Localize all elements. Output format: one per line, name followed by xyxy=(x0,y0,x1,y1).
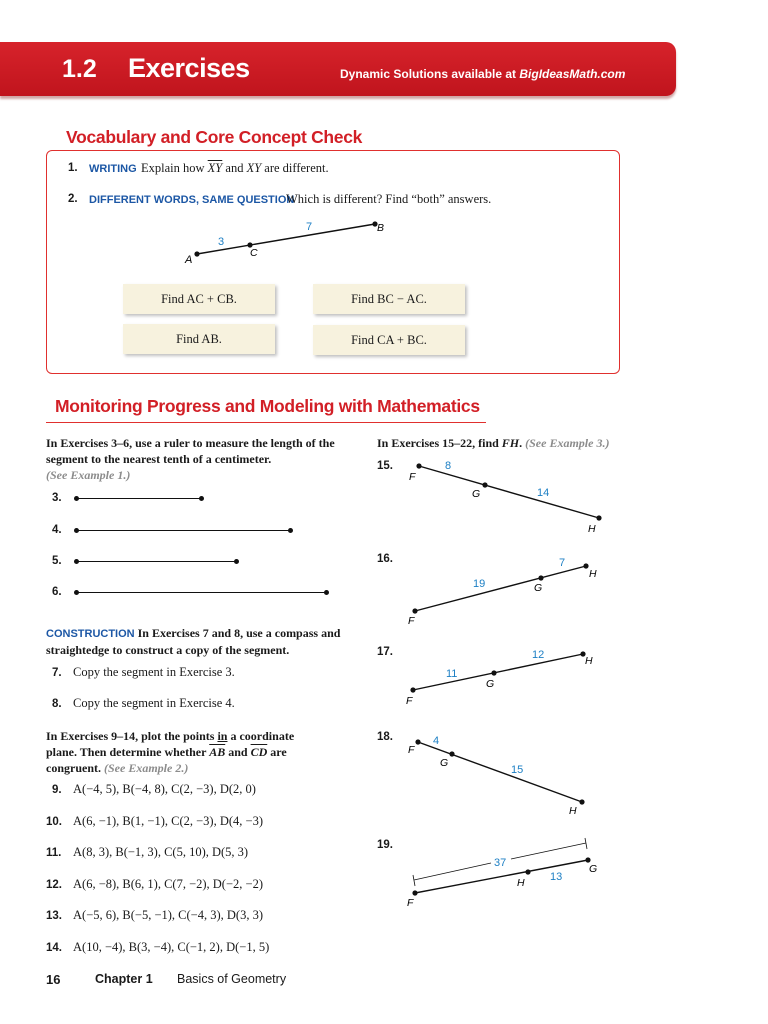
q2-keyword: DIFFERENT WORDS, SAME QUESTION xyxy=(89,194,295,206)
card-ac-plus-cb: Find AC + CB. xyxy=(123,284,275,314)
svg-text:15: 15 xyxy=(511,764,524,776)
svg-text:7: 7 xyxy=(559,557,566,569)
svg-text:H: H xyxy=(569,805,577,817)
dynamic-solutions-prefix: Dynamic Solutions available at xyxy=(340,67,520,81)
ex8-text: Copy the segment in Exercise 4. xyxy=(73,696,235,710)
ex10-points: A(6, −1), B(1, −1), C(2, −3), D(4, −3) xyxy=(73,814,263,828)
see-example-2[interactable]: (See Example 2.) xyxy=(104,761,189,775)
ex6-segment xyxy=(76,592,327,593)
measure-ac: 3 xyxy=(218,236,225,248)
ex9-points: A(−4, 5), B(−4, 8), C(2, −3), D(2, 0) xyxy=(73,782,256,796)
ex5-endpoint xyxy=(74,559,79,564)
ex10-number: 10. xyxy=(46,816,62,828)
svg-text:14: 14 xyxy=(537,487,550,499)
svg-text:8: 8 xyxy=(445,460,452,472)
ex11-points: A(8, 3), B(−1, 3), C(5, 10), D(5, 3) xyxy=(73,845,249,859)
ex17-diagram xyxy=(406,649,593,707)
ex17-number: 17. xyxy=(377,646,393,658)
see-example-1[interactable]: (See Example 1.) xyxy=(46,468,131,482)
ex7-text: Copy the segment in Exercise 3. xyxy=(73,665,235,679)
measure-cb: 7 xyxy=(306,221,313,233)
ex12-points: A(6, −8), B(6, 1), C(7, −2), D(−2, −2) xyxy=(73,877,263,891)
ex3-endpoint xyxy=(74,496,79,501)
ex18-number: 18. xyxy=(377,731,393,743)
section-number: 1.2 xyxy=(62,55,97,83)
see-example-3[interactable]: (See Example 3.) xyxy=(525,436,610,450)
ex13-number: 13. xyxy=(46,910,62,922)
ex15-number: 15. xyxy=(377,460,393,472)
ex7-number: 7. xyxy=(52,667,62,679)
ex3-segment xyxy=(76,498,202,499)
ex5-number: 5. xyxy=(52,555,62,567)
ex6-endpoint xyxy=(74,590,79,595)
ex5-endpoint xyxy=(234,559,239,564)
card-ca-plus-bc: Find CA + BC. xyxy=(313,325,465,355)
ex6-endpoint xyxy=(324,590,329,595)
q2-text: Which is different? Find “both” answers. xyxy=(286,192,492,206)
point-label-b: B xyxy=(377,222,385,234)
ex13-points: A(−5, 6), B(−5, −1), C(−4, 3), D(3, 3) xyxy=(73,908,263,922)
dynamic-solutions-link[interactable]: BigIdeasMath.com xyxy=(519,67,626,81)
svg-text:H: H xyxy=(589,568,597,580)
svg-text:G: G xyxy=(440,757,449,769)
svg-text:G: G xyxy=(589,863,598,875)
svg-text:G: G xyxy=(486,678,495,690)
ex16-number: 16. xyxy=(377,553,393,565)
svg-text:F: F xyxy=(409,471,416,483)
svg-text:H: H xyxy=(588,523,596,535)
ex3-endpoint xyxy=(199,496,204,501)
monitoring-underline xyxy=(46,422,486,423)
ex19-diagram xyxy=(407,838,597,909)
instructions-9-14: In Exercises 9–14, plot the points in a coordinate plane. Then determine whether $\overline{AB}$ and $\overline{CD}$ are congruent. (See Example 2.) xyxy=(46,729,295,775)
ex18-diagram xyxy=(408,735,585,817)
chapter-label: Chapter 1 xyxy=(95,972,153,986)
q1-number: 1. xyxy=(68,162,78,174)
instructions-7-8: CONSTRUCTION In Exercises 7 and 8, use a compass and straightedge to construct a copy of the segment. xyxy=(46,626,341,657)
svg-text:F: F xyxy=(407,897,414,909)
construction-keyword: CONSTRUCTION xyxy=(46,628,135,640)
instructions-15-22: In Exercises 15–22, find FH. (See Example 3.) xyxy=(377,436,610,450)
svg-text:F: F xyxy=(408,744,415,756)
ex15-diagram xyxy=(409,460,602,535)
ex4-endpoint xyxy=(74,528,79,533)
ex12-number: 12. xyxy=(46,879,62,891)
ex4-endpoint xyxy=(288,528,293,533)
ex4-number: 4. xyxy=(52,524,62,536)
svg-text:4: 4 xyxy=(433,735,440,747)
svg-text:F: F xyxy=(408,615,415,627)
chapter-title: Basics of Geometry xyxy=(177,972,287,986)
ex4-segment xyxy=(76,530,290,531)
ex16-diagram xyxy=(408,557,597,627)
svg-text:G: G xyxy=(534,582,543,594)
svg-text:G: G xyxy=(472,488,481,500)
ex19-number: 19. xyxy=(377,839,393,851)
instructions-3-6: In Exercises 3–6, use a ruler to measure the length of the segment to the nearest tenth of a centimeter. (See Example 1.) xyxy=(46,436,335,482)
section-title: Exercises xyxy=(128,53,250,83)
q1-keyword: WRITING xyxy=(89,163,137,175)
svg-text:19: 19 xyxy=(473,578,486,590)
card-bc-minus-ac: Find BC − AC. xyxy=(313,284,465,314)
q1-text: Explain how $\overline{XY}$ and XY are different. xyxy=(141,161,329,175)
ex14-points: A(10, −4), B(3, −4), C(−1, 2), D(−1, 5) xyxy=(73,940,270,954)
point-label-a: A xyxy=(185,254,193,266)
ex3-number: 3. xyxy=(52,492,62,504)
q2-number: 2. xyxy=(68,193,78,205)
monitoring-title: Monitoring Progress and Modeling with Mathematics xyxy=(52,396,483,417)
card-ab: Find AB. xyxy=(123,324,275,354)
svg-text:12: 12 xyxy=(532,649,545,661)
ex14-number: 14. xyxy=(46,942,62,954)
ex11-number: 11. xyxy=(46,847,62,859)
ex9-number: 9. xyxy=(52,784,62,796)
svg-text:F: F xyxy=(406,695,413,707)
point-label-c: C xyxy=(250,247,258,259)
ex5-segment xyxy=(76,561,237,562)
svg-text:H: H xyxy=(517,877,525,889)
ex8-number: 8. xyxy=(52,698,62,710)
vocabulary-title: Vocabulary and Core Concept Check xyxy=(63,127,365,148)
vocab-segment-diagram xyxy=(184,221,384,266)
svg-text:13: 13 xyxy=(550,871,563,883)
svg-text:H: H xyxy=(585,655,593,667)
svg-text:11: 11 xyxy=(446,668,458,680)
page-number: 16 xyxy=(46,972,61,987)
ex6-number: 6. xyxy=(52,586,62,598)
svg-text:37: 37 xyxy=(494,857,507,869)
